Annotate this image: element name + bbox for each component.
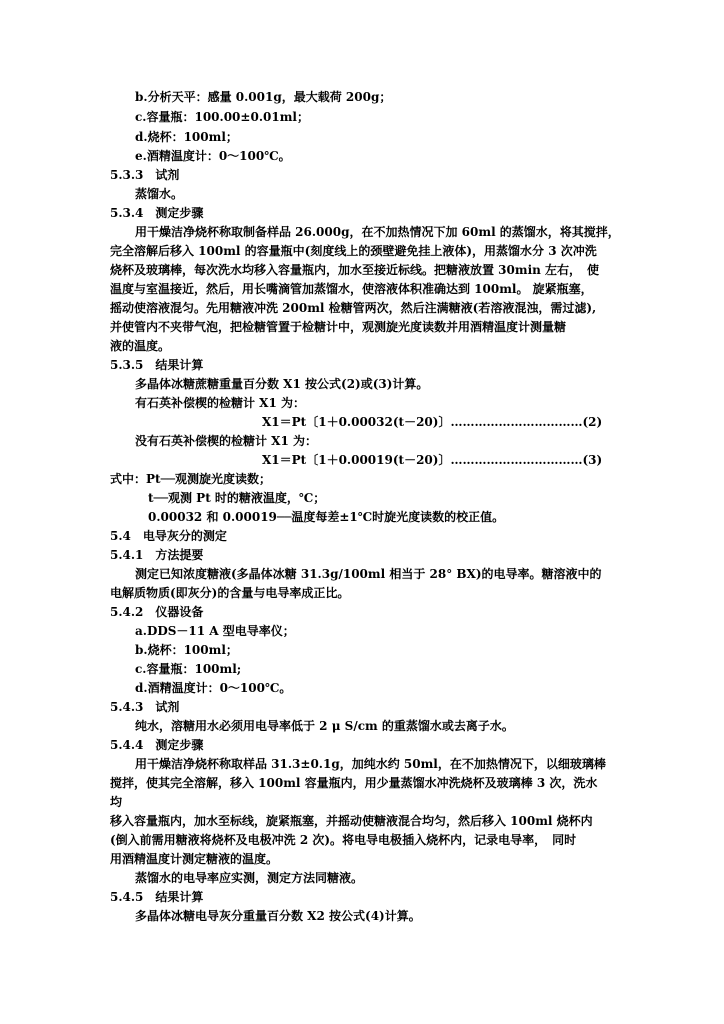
paragraph-line: 用酒精温度计测定糖液的温度。 <box>110 852 279 866</box>
text-line: t──观测 Pt 时的糖液温度，℃； <box>148 491 326 505</box>
paragraph-line: 用干燥洁净烧杯称取制备样品 26.000g，在不加热情况下加 60ml 的蒸馏水，将其搅拌， <box>135 225 620 239</box>
text-line: 蒸馏水的电导率应实测，测定方法同糖液。 <box>135 871 364 885</box>
section-heading: 5.3.4 测定步骤 <box>110 206 204 220</box>
text-line: b.烧杯：100ml； <box>135 643 238 657</box>
formula-2: X1＝Pt〔1＋0.00032(t－20)〕……………………………(2) <box>262 415 603 429</box>
paragraph-line: 移入容量瓶内，加水至标线，旋紧瓶塞，并摇动使糖液混合均匀，然后移入 100ml 烧杯内 <box>110 814 593 828</box>
paragraph-line: 搅拌，使其完全溶解，移入 100ml 容量瓶内，用少量蒸馏水冲洗烧杯及玻璃棒 3 次，洗水 <box>110 776 598 790</box>
paragraph-line: 烧杯及玻璃棒，每次洗水均移入容量瓶内，加水至接近标线。把糖液放置 30min 左右， 使 <box>110 263 600 277</box>
paragraph-line: 摇动使溶液混匀。先用糖液冲洗 200ml 检糖管两次，然后注满糖液(若溶液混浊，需过滤), <box>110 301 597 315</box>
paragraph-line: 用干燥洁净烧杯称取样品 31.3±0.1g，加纯水约 50ml，在不加热情况下，以细玻璃棒 <box>135 757 606 771</box>
section-heading: 5.4.3 试剂 <box>110 700 180 714</box>
section-heading: 5.4.4 测定步骤 <box>110 738 204 752</box>
paragraph-line: 均 <box>110 795 123 809</box>
text-line: 没有石英补偿楔的检糖计 X1 为： <box>135 434 318 448</box>
text-line: a.DDS－11 A 型电导率仪； <box>135 624 295 638</box>
section-heading: 5.3.3 试剂 <box>110 168 180 182</box>
paragraph-line: 液的温度。 <box>110 339 171 353</box>
section-heading: 5.3.5 结果计算 <box>110 358 204 372</box>
paragraph-line: (倒入前需用糖液将烧杯及电极冲洗 2 次)。将电导电极插入烧杯内，记录电导率， 同时 <box>110 833 577 847</box>
text-line: 纯水，溶糖用水必须用电导率低于 2 μ S/cm 的重蒸馏水或去离子水。 <box>135 719 514 733</box>
text-line: 0.00032 和 0.00019──温度每差±1℃时旋光度读数的校正值。 <box>148 510 505 524</box>
paragraph-line: 温度与室温接近，然后，用长嘴滴管加蒸馏水，使溶液体积准确达到 100ml。 旋紧瓶塞， <box>110 282 593 296</box>
text-line: c.容量瓶：100ml; <box>135 662 242 676</box>
text-line: 多晶体冰糖电导灰分重量百分数 X2 按公式(4)计算。 <box>135 909 421 923</box>
section-heading: 5.4.5 结果计算 <box>110 890 204 904</box>
formula-3: X1＝Pt〔1＋0.00019(t－20)〕……………………………(3) <box>262 453 603 467</box>
text-line: d.酒精温度计：0～100℃。 <box>135 681 292 695</box>
section-heading: 5.4.2 仪器设备 <box>110 605 204 619</box>
text-line: b.分析天平：感量 0.001g，最大载荷 200g； <box>135 90 392 104</box>
text-line: 蒸馏水。 <box>135 187 184 201</box>
paragraph-line: 完全溶解后移入 100ml 的容量瓶中(刻度线上的颈壁避免挂上液体)，用蒸馏水分 3 次冲洗 <box>110 244 597 258</box>
paragraph-line: 并使管内不夹带气泡，把检糖管置于检糖计中，观测旋光度读数并用酒精温度计测量糖 <box>110 320 567 334</box>
text-line: 式中：Pt──观测旋光度读数； <box>110 472 272 486</box>
text-line: 多晶体冰糖蔗糖重量百分数 X1 按公式(2)或(3)计算。 <box>135 377 429 391</box>
text-line: c.容量瓶：100.00±0.01ml； <box>135 110 309 124</box>
text-line: d.烧杯：100ml； <box>135 130 238 144</box>
text-line: 有石英补偿楔的检糖计 X1 为： <box>135 396 306 410</box>
paragraph-line: 电解质物质(即灰分)的含量与电导率成正比。 <box>110 586 350 600</box>
text-line: e.酒精温度计：0～100℃。 <box>135 149 291 163</box>
paragraph-line: 测定已知浓度糖液(多晶体冰糖 31.3g/100ml 相当于 28° BX)的电导率。糖溶液中的 <box>135 567 602 581</box>
section-heading: 5.4.1 方法提要 <box>110 548 204 562</box>
section-heading: 5.4 电导灰分的测定 <box>110 529 227 543</box>
